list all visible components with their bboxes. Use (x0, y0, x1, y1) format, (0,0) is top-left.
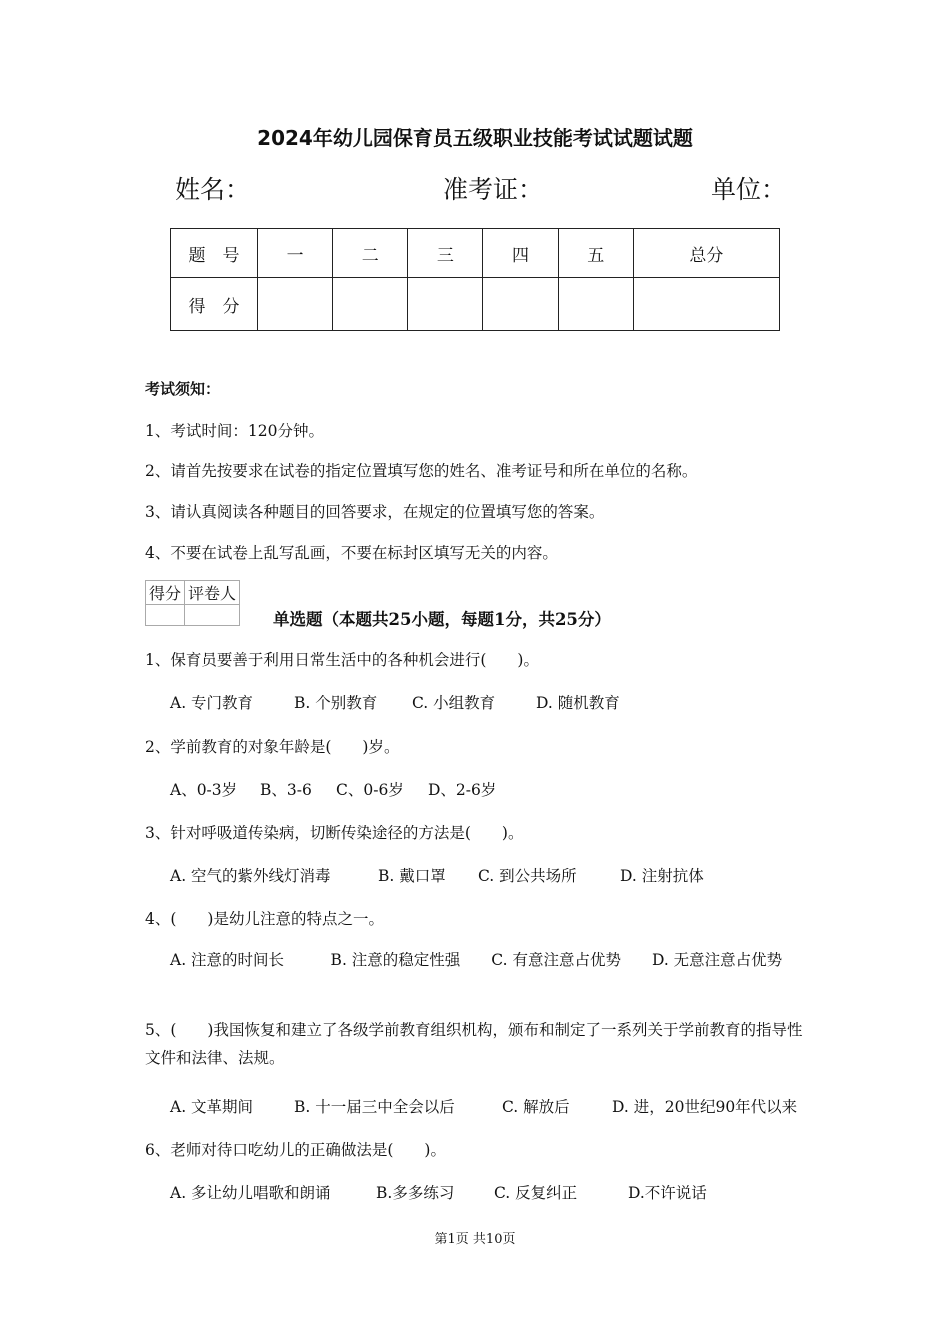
grader-score-label: 得分 (146, 581, 185, 605)
notice-item: 4、不要在试卷上乱写乱画，不要在标封区填写无关的内容。 (145, 544, 558, 562)
question-stem: 5、( )我国恢复和建立了各级学前教育组织机构，颁布和制定了一系列关于学前教育的指导性文件和法律、法规。 (145, 1021, 803, 1067)
question-options (170, 691, 620, 713)
score-blank-cell[interactable] (333, 278, 408, 331)
option[interactable]: B、3-6 (260, 781, 312, 799)
score-blank-cell[interactable] (258, 278, 333, 331)
option[interactable]: B. 个别教育 (294, 694, 378, 712)
option[interactable]: A. 专门教育 (170, 694, 254, 712)
option[interactable]: C. 小组教育 (412, 694, 496, 712)
option[interactable]: A. 空气的紫外线灯消毒 (170, 867, 331, 885)
score-table-cell: 五 (558, 229, 633, 278)
score-table-cell: 一 (258, 229, 333, 278)
score-table-header-row (171, 229, 780, 278)
option[interactable]: C、0-6岁 (336, 781, 404, 799)
option[interactable]: D. 进，20世纪90年代以来 (612, 1098, 798, 1116)
option[interactable]: B. 十一届三中全会以后 (294, 1098, 455, 1116)
question-options (170, 778, 496, 800)
page-number: 第1页 共10页 (434, 1232, 516, 1247)
option[interactable]: D. 注射抗体 (620, 867, 704, 885)
score-blank-cell[interactable] (633, 278, 779, 331)
score-table-cell: 得 分 (171, 278, 258, 331)
question-stem: 2、学前教育的对象年龄是( )岁。 (145, 738, 400, 756)
option[interactable]: D、2-6岁 (428, 781, 497, 799)
option[interactable]: C. 到公共场所 (478, 867, 577, 885)
question-options (170, 1181, 707, 1203)
score-table-score-row (171, 278, 780, 331)
score-table-cell: 总分 (633, 229, 779, 278)
option[interactable]: B. 戴口罩 (378, 867, 446, 885)
question-options: A. 注意的时间长 B. 注意的稳定性强 C. 有意注意占优势 D. 无意注意占优势 (170, 951, 783, 969)
score-blank-cell[interactable] (483, 278, 558, 331)
option[interactable]: C. 解放后 (502, 1098, 570, 1116)
exam-title: 2024年幼儿园保育员五级职业技能考试试题试题 (257, 126, 693, 150)
score-table-cell: 四 (483, 229, 558, 278)
question-stem: 3、针对呼吸道传染病，切断传染途径的方法是( )。 (145, 824, 524, 842)
score-blank-cell[interactable] (408, 278, 483, 331)
option[interactable]: B.多多练习 (376, 1184, 455, 1202)
option[interactable]: D.不许说话 (628, 1184, 707, 1202)
score-table-cell: 题 号 (171, 229, 258, 278)
option[interactable]: C. 反复纠正 (494, 1184, 578, 1202)
option[interactable]: A. 多让幼儿唱歌和朗诵 (170, 1184, 331, 1202)
grader-name-label: 评卷人 (185, 581, 240, 605)
exam-id-field-label: 准考证： (443, 175, 544, 204)
grader-score-blank[interactable] (146, 605, 185, 626)
notice-item: 1、考试时间：120分钟。 (145, 422, 324, 440)
question-options (170, 1095, 797, 1117)
option[interactable]: A、0-3岁 (170, 781, 238, 799)
notice-item: 3、请认真阅读各种题目的回答要求，在规定的位置填写您的答案。 (145, 503, 605, 521)
notice-item: 2、请首先按要求在试卷的指定位置填写您的姓名、准考证号和所在单位的名称。 (145, 462, 698, 480)
notice-heading: 考试须知： (145, 380, 221, 398)
unit-field-label: 单位： (711, 175, 787, 204)
option[interactable]: D. 随机教育 (536, 694, 620, 712)
name-field-label: 姓名： (175, 175, 251, 204)
grader-name-blank[interactable] (185, 605, 240, 626)
score-blank-cell[interactable] (558, 278, 633, 331)
option[interactable]: A. 文革期间 (170, 1098, 254, 1116)
section-title: 单选题（本题共25小题，每题1分，共25分） (273, 610, 611, 629)
question-stem: 4、( )是幼儿注意的特点之一。 (145, 910, 384, 928)
score-table (170, 228, 780, 331)
score-table-cell: 三 (408, 229, 483, 278)
question-stem: 1、保育员要善于利用日常生活中的各种机会进行( )。 (145, 651, 539, 669)
question-stem: 6、老师对待口吃幼儿的正确做法是( )。 (145, 1141, 446, 1159)
grader-box (145, 580, 240, 626)
question-options (170, 864, 704, 886)
score-table-cell: 二 (333, 229, 408, 278)
